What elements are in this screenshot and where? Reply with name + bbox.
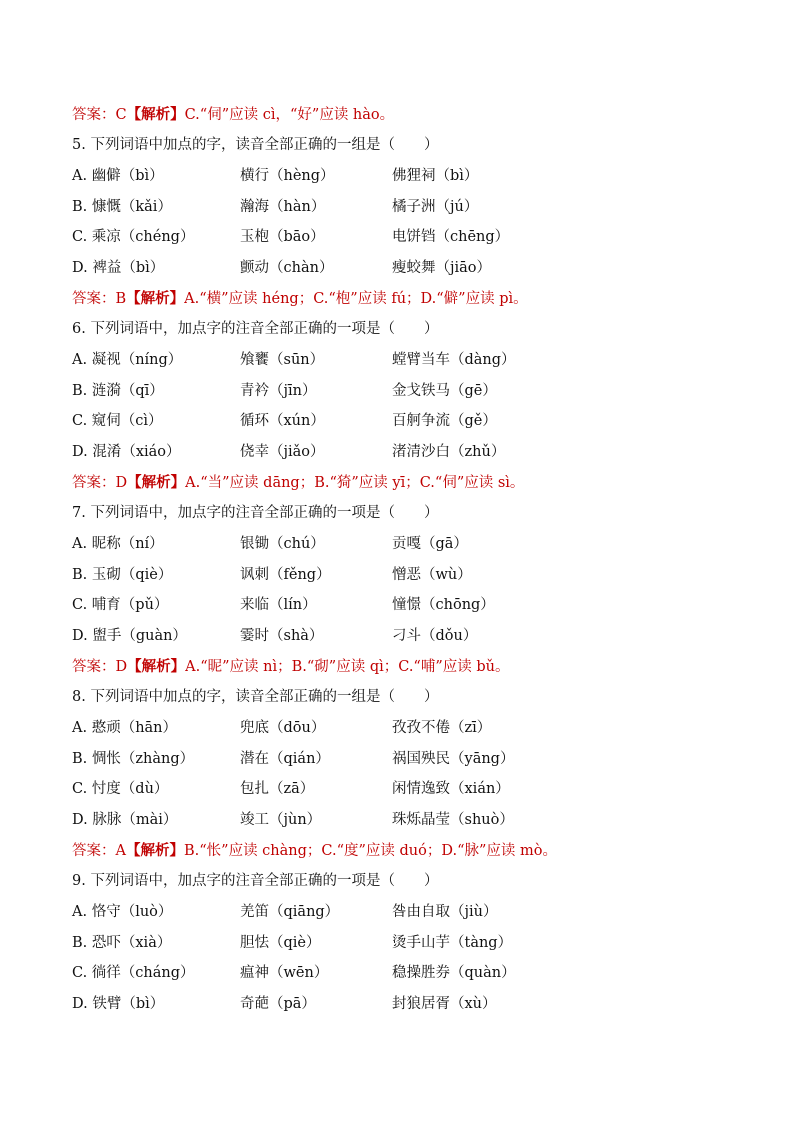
q7-option-c-word2: 来临（lín） (240, 597, 317, 613)
q5-option-b: B. 慷慨（kǎi） (72, 199, 172, 215)
q8-option-a-word2: 兜底（dōu） (240, 720, 326, 736)
answer-label: 答案：D (72, 659, 128, 675)
answer-label: 答案：C (72, 107, 127, 123)
q5-option-d-word3: 瘦蛟舞（jiāo） (392, 260, 492, 276)
q7-option-d-word3: 刁斗（dǒu） (392, 628, 478, 644)
q7-option-d-word2: 霎时（shà） (240, 628, 324, 644)
q5-option-d: D. 裨益（bì） (72, 260, 165, 276)
q5-option-b-word2: 瀚海（hàn） (240, 199, 326, 215)
answer-label: 答案：D (72, 475, 128, 491)
q8-option-c-word2: 包扎（zā） (240, 781, 315, 797)
q6-option-b-word3: 金戈铁马（gē） (392, 383, 497, 399)
q7-option-a-word2: 银锄（chú） (240, 536, 325, 552)
q8-option-b-word2: 潜在（qián） (240, 751, 330, 767)
answer-label: 答案：B (72, 291, 127, 307)
answer-line (72, 842, 557, 860)
q8-option-d: D. 脉脉（mài） (72, 812, 178, 828)
question-8-stem: 8. 下列词语中加点的字，读音全部正确的一组是（ ） (72, 689, 439, 705)
q7-option-b-word3: 憎恶（wù） (392, 567, 472, 583)
q7-option-b: B. 玉砌（qiè） (72, 567, 173, 583)
q8-option-c: C. 忖度（dù） (72, 781, 169, 797)
answer-explanation: A.“昵”应读 nì；B.“砌”应读 qì；C.“哺”应读 bǔ。 (185, 659, 510, 675)
q6-option-d: D. 混淆（xiáo） (72, 444, 181, 460)
q8-option-b: B. 惆怅（zhàng） (72, 751, 195, 767)
q6-option-b-word2: 青衿（jīn） (240, 383, 317, 399)
q7-option-b-word2: 讽刺（fěng） (240, 567, 331, 583)
answer-line (72, 106, 394, 124)
q9-option-d-word3: 封狼居胥（xù） (392, 996, 497, 1012)
q8-option-a-word3: 孜孜不倦（zī） (392, 720, 492, 736)
answer-label: 答案：A (72, 843, 126, 859)
question-6-stem: 6. 下列词语中，加点字的注音全部正确的一项是（ ） (72, 321, 439, 337)
q6-option-a-word2: 飧饔（sūn） (240, 352, 325, 368)
question-9-stem: 9. 下列词语中，加点字的注音全部正确的一项是（ ） (72, 873, 439, 889)
q7-option-a: A. 昵称（ní） (72, 536, 164, 552)
q7-option-c: C. 哺育（pǔ） (72, 597, 169, 613)
q6-option-c-word2: 循环（xún） (240, 413, 325, 429)
q9-option-a: A. 恪守（luò） (72, 904, 173, 920)
q9-option-b-word3: 烫手山芋（tàng） (392, 935, 513, 951)
answer-line (72, 290, 528, 308)
analysis-tag: 【解析】 (127, 658, 186, 675)
q9-option-c-word3: 稳操胜券（quàn） (392, 965, 516, 981)
q8-option-b-word3: 祸国殃民（yāng） (392, 751, 515, 767)
answer-line (72, 658, 510, 676)
q6-option-b: B. 涟漪（qī） (72, 383, 164, 399)
answer-explanation: A.“横”应读 héng；C.“枹”应读 fú；D.“僻”应读 pì。 (184, 291, 528, 307)
q5-option-b-word3: 橘子洲（jú） (392, 199, 479, 215)
q6-option-c-word3: 百舸争流（gě） (392, 413, 497, 429)
analysis-tag: 【解析】 (126, 290, 185, 307)
question-7-stem: 7. 下列词语中，加点字的注音全部正确的一项是（ ） (72, 505, 439, 521)
analysis-tag: 【解析】 (125, 842, 184, 859)
answer-line (72, 474, 524, 492)
q9-option-c: C. 徜徉（cháng） (72, 965, 195, 981)
q9-option-d-word2: 奇葩（pā） (240, 996, 316, 1012)
q6-option-d-word3: 渚清沙白（zhǔ） (392, 444, 506, 460)
q5-option-c-word3: 电饼铛（chēng） (392, 229, 510, 245)
q7-option-d: D. 盥手（guàn） (72, 628, 187, 644)
q7-option-a-word3: 贡嘎（gā） (392, 536, 468, 552)
q6-option-c: C. 窥伺（cì） (72, 413, 163, 429)
q8-option-c-word3: 闲情逸致（xián） (392, 781, 510, 797)
q9-option-b-word2: 胆怯（qiè） (240, 935, 321, 951)
q8-option-d-word2: 竣工（jùn） (240, 812, 322, 828)
q9-option-b: B. 恐吓（xià） (72, 935, 172, 951)
q8-option-a: A. 憨顽（hān） (72, 720, 178, 736)
q5-option-a-word2: 横行（hèng） (240, 168, 335, 184)
q5-option-c: C. 乘凉（chéng） (72, 229, 195, 245)
q5-option-a-word3: 佛狸祠（bì） (392, 168, 479, 184)
q5-option-d-word2: 颤动（chàn） (240, 260, 334, 276)
question-5-stem: 5. 下列词语中加点的字，读音全部正确的一组是（ ） (72, 137, 439, 153)
q5-option-c-word2: 玉枹（bāo） (240, 229, 325, 245)
analysis-tag: 【解析】 (126, 106, 185, 123)
q6-option-a: A. 凝视（níng） (72, 352, 183, 368)
q9-option-a-word2: 羌笛（qiāng） (240, 904, 340, 920)
q9-option-d: D. 铁臂（bì） (72, 996, 165, 1012)
q8-option-d-word3: 珠烁晶莹（shuò） (392, 812, 514, 828)
q6-option-d-word2: 侥幸（jiǎo） (240, 444, 325, 460)
q6-option-a-word3: 螳臂当车（dàng） (392, 352, 516, 368)
q5-option-a: A. 幽僻（bì） (72, 168, 164, 184)
q7-option-c-word3: 憧憬（chōng） (392, 597, 495, 613)
answer-explanation: A.“当”应读 dāng；B.“猗”应读 yī；C.“伺”应读 sì。 (185, 475, 525, 491)
analysis-tag: 【解析】 (127, 474, 186, 491)
answer-explanation: C.“伺”应读 cì，“好”应读 hào。 (184, 107, 395, 123)
answer-explanation: B.“怅”应读 chàng；C.“度”应读 duó；D.“脉”应读 mò。 (183, 843, 558, 859)
q9-option-c-word2: 瘟神（wēn） (240, 965, 329, 981)
q9-option-a-word3: 咎由自取（jiù） (392, 904, 498, 920)
